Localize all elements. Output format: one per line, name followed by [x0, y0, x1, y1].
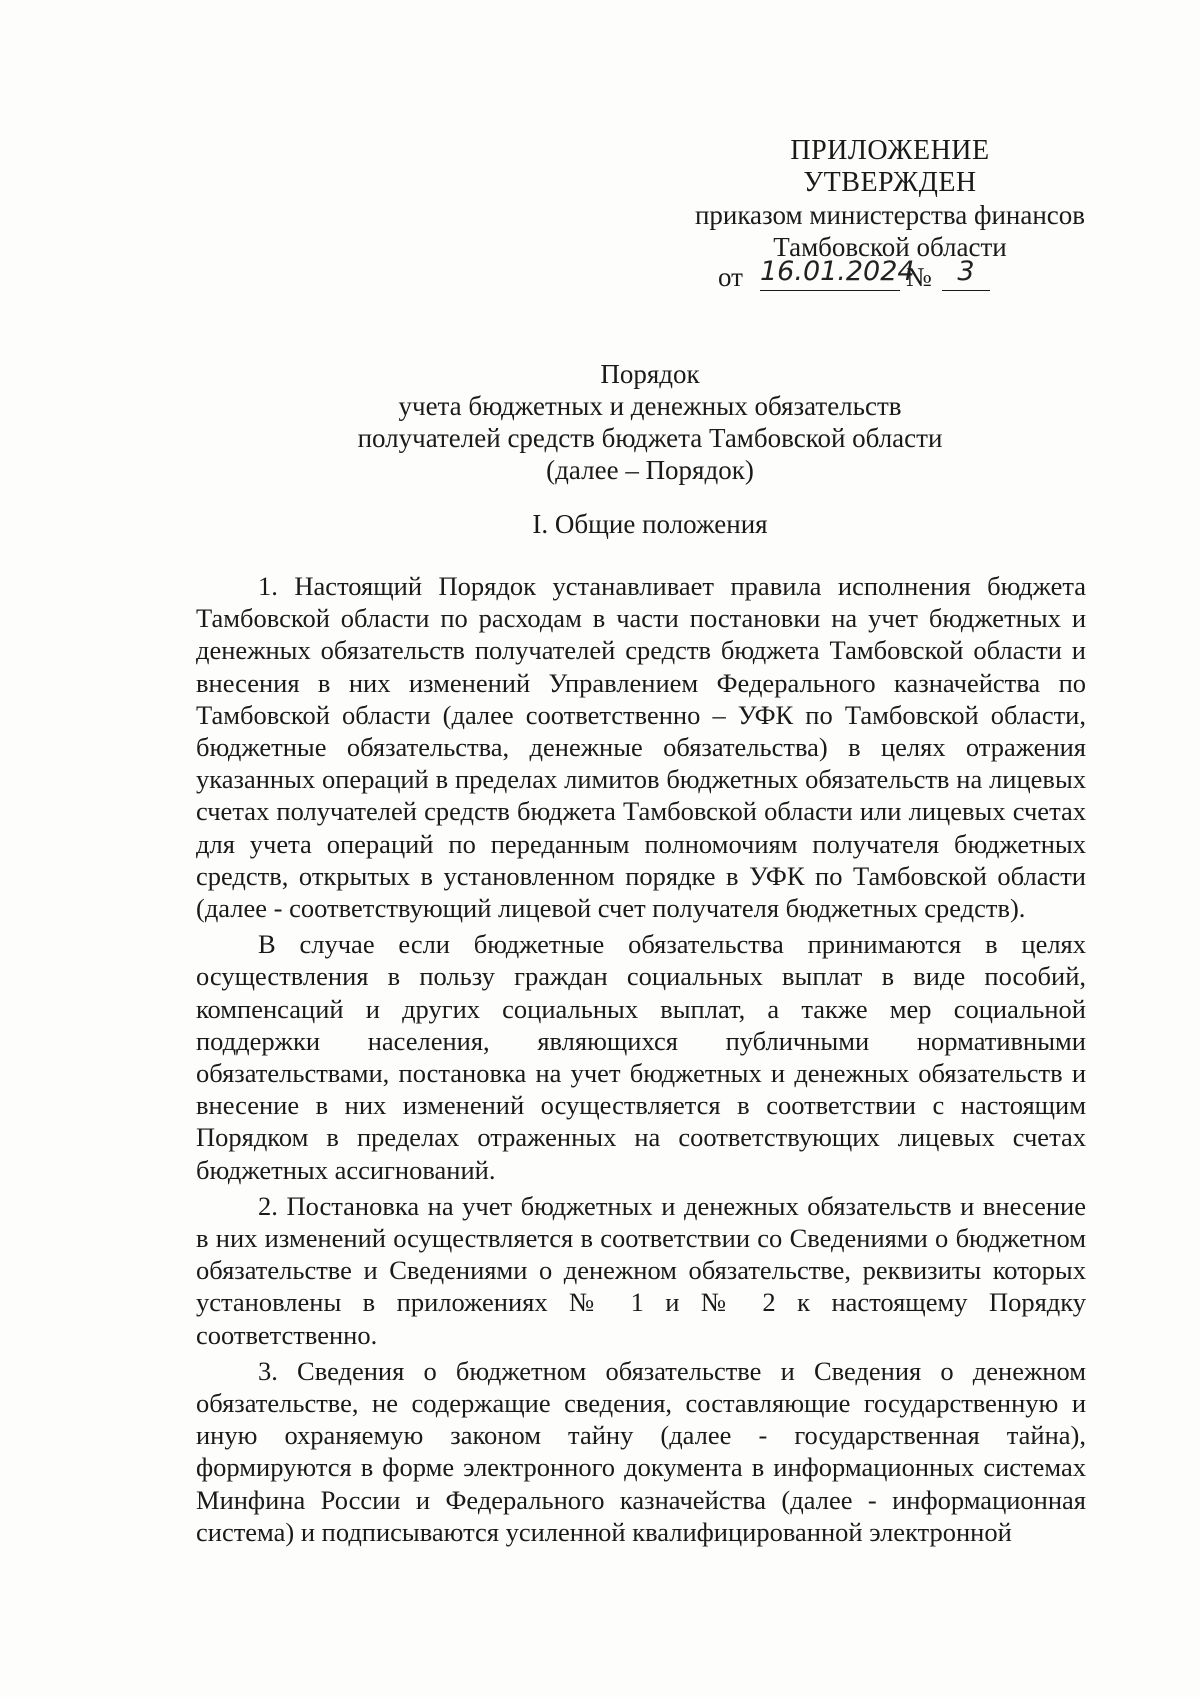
order-issuer-line1: приказом министерства финансов	[694, 200, 1086, 230]
appendix-label: ПРИЛОЖЕНИЕ	[790, 135, 990, 166]
paragraph-1: 1. Настоящий Порядок устанавливает правила исполнения бюджета Тамбовской области по расходам в части постановки на учет бюджетных и денежных обязательств получателей средств бюджета Тамбовской области и внесения в них изменений Управлением Федерального казначейства по Тамбовской области (далее соответственно – УФК по Тамбовской области, бюджетные обязательства, денежные обязательства) в целях отражения указанных операций в пределах лимитов бюджетных обязательств на лицевых счетах получателей средств бюджета Тамбовской области или лицевых счетах для учета операций по переданным полномочиям получателя бюджетных средств, открытых в установленном порядке в УФК по Тамбовской области (далее - соответствующий лицевой счет получателя бюджетных средств).	[196, 571, 1086, 924]
title-line-1: Порядок	[600, 359, 700, 389]
paragraph-1-continued: В случае если бюджетные обязательства принимаются в целях осуществления в пользу граждан социальных выплат в виде пособий, компенсаций и других социальных выплат, а также мер социальной поддержки населения, являющихся публичными нормативными обязательствами, постановка на учет бюджетных и денежных обязательств и внесение в них изменений осуществляется в соответствии с настоящим Порядком в пределах отраженных на соответствующих лицевых счетах бюджетных ассигнований.	[196, 929, 1086, 1185]
order-date-number-line	[718, 256, 1058, 296]
paragraph-2: 2. Постановка на учет бюджетных и денежных обязательств и внесение в них изменений осуществляется в соответствии со Сведениями о бюджетном обязательстве и Сведениями о денежном обязательстве, реквизиты которых установлены в приложениях № 1 и № 2 к настоящему Порядку соответственно.	[196, 1190, 1086, 1350]
title-line-3: получателей средств бюджета Тамбовской области	[357, 423, 943, 453]
document-title	[200, 358, 1100, 486]
order-number-handwritten: 3	[942, 256, 990, 291]
order-date-handwritten: 16.01.2024	[760, 256, 900, 291]
section-heading: I. Общие положения	[532, 509, 768, 539]
order-issuer-line2: Тамбовской области	[773, 232, 1007, 262]
title-line-4: (далее – Порядок)	[546, 455, 754, 485]
from-label: от	[718, 262, 743, 292]
number-label: №	[906, 262, 932, 292]
title-line-2: учета бюджетных и денежных обязательств	[398, 391, 902, 421]
approved-label: УТВЕРЖДЕН	[803, 167, 977, 198]
approval-block	[690, 135, 1090, 263]
paragraph-3: 3. Сведения о бюджетном обязательстве и Сведения о денежном обязательстве, не содержащие сведения, составляющие государственную и иную охраняемую законом тайну (далее - государственная тайна), формируются в форме электронного документа в информационных системах Минфина России и Федерального казначейства (далее - информационная система) и подписываются усиленной квалифицированной электронной	[196, 1355, 1086, 1547]
document-body	[196, 570, 1086, 1548]
